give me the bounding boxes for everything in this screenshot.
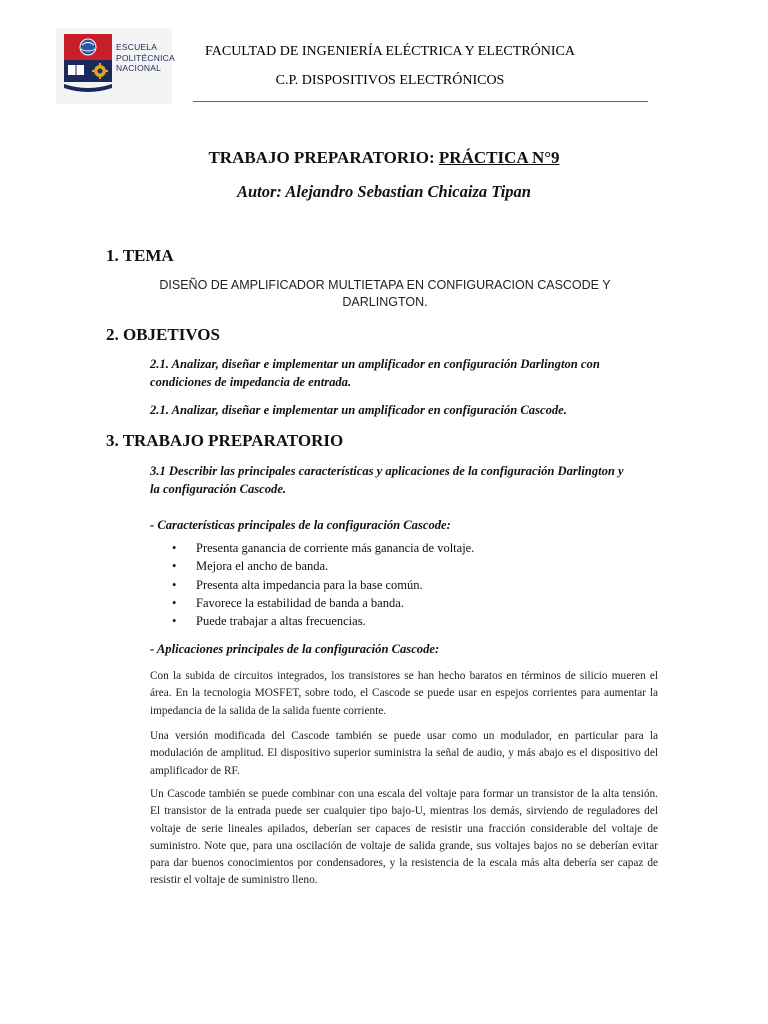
objective-item: 2.1. Analizar, diseñar e implementar un amplificador en configuración Cascode. xyxy=(150,403,567,417)
logo-line: POLITÉCNICA xyxy=(116,52,175,63)
theme-line: DARLINGTON. xyxy=(342,295,428,309)
section-heading-tema: 1. TEMA xyxy=(106,246,174,265)
title-prefix: TRABAJO PREPARATORIO: xyxy=(208,148,435,167)
faculty-header: FACULTAD DE INGENIERÍA ELÉCTRICA Y ELECTRÓNICA xyxy=(205,44,575,59)
bullet-icon: • xyxy=(172,577,177,592)
list-item-text: Presenta ganancia de corriente más ganancia de voltaje. xyxy=(196,541,475,555)
practice-number: PRÁCTICA N°9 xyxy=(438,148,560,167)
paragraph: Con la subida de circuitos integrados, los transistores se han hecho baratos en términos de silicio mueren el área. En la tecnologia MOSFET, sobre todo, el Cascode se puede usar en espejos corrientes para aumentar la impedancia de la salida de la salida fuente corriente. xyxy=(150,670,658,717)
header-divider xyxy=(193,101,648,102)
list-item xyxy=(172,539,474,557)
list-item-text: Mejora el ancho de banda. xyxy=(196,559,329,574)
list-item-text: Puede trabajar a altas frecuencias. xyxy=(196,614,366,629)
section-heading-trabajo: 3. TRABAJO PREPARATORIO xyxy=(106,431,344,450)
characteristics-heading: - Características principales de la configuración Cascode: xyxy=(150,518,451,532)
author-line: Autor: Alejandro Sebastian Chicaiza Tipan xyxy=(236,182,531,201)
theme-line: DISEÑO DE AMPLIFICADOR MULTIETAPA EN CONFIGURACION CASCODE Y xyxy=(159,278,611,292)
question-text: 3.1 Describir las principales características y aplicaciones de la configuración Darlington y la configuración Cascode. xyxy=(150,464,624,496)
bullet-icon: • xyxy=(172,541,177,555)
list-item xyxy=(172,557,474,575)
theme-text xyxy=(130,277,640,311)
institution-logo xyxy=(56,28,175,104)
list-item xyxy=(172,576,474,594)
section-heading-objetivos: 2. OBJETIVOS xyxy=(106,325,220,344)
document-title xyxy=(0,148,768,168)
objective-item: 2.1. Analizar, diseñar e implementar un amplificador en configuración Darlington con condiciones de impedancia de entrada. xyxy=(150,357,600,389)
list-item xyxy=(172,594,474,612)
logo-text xyxy=(116,42,175,74)
logo-line: ESCUELA xyxy=(116,42,158,52)
list-item-text: Presenta alta impedancia para la base común. xyxy=(196,577,423,592)
applications-heading: - Aplicaciones principales de la configuración Cascode: xyxy=(150,642,440,656)
logo-line: NACIONAL xyxy=(116,63,162,73)
bullet-icon: • xyxy=(172,614,177,629)
bullet-icon: • xyxy=(172,595,177,610)
list-item-text: Favorece la estabilidad de banda a banda. xyxy=(196,595,404,610)
shield-emblem-icon xyxy=(62,32,114,92)
bullet-icon: • xyxy=(172,559,177,574)
course-header: C.P. DISPOSITIVOS ELECTRÓNICOS xyxy=(275,73,505,88)
paragraph: Un Cascode también se puede combinar con una escala del voltaje para formar un transistor de la alta tensión. El transistor de la entrada puede ser cualquier tipo bajo-U, mientras los demás, sirviendo de reguladores del voltaje de serie lineales apilados, deberían ser capaces de resistir una fracción considerable del voltaje de suministro. Note que, para una oscilación de voltaje de salida grande, sus voltajes bajos no se deberían evitar para dar buenos conocimientos por condensadores, y la resistencia de la escala más alta debería ser capaz de resistir el voltaje de suministro lleno. xyxy=(150,788,658,887)
characteristics-list xyxy=(172,539,474,630)
list-item xyxy=(172,612,474,630)
paragraph: Una versión modificada del Cascode también se puede usar como un modulador, en particular para la modulación de amplitud. El dispositivo superior suministra la señal de audio, y más abajo es el dispositivo del amplificador de RF. xyxy=(150,730,658,777)
